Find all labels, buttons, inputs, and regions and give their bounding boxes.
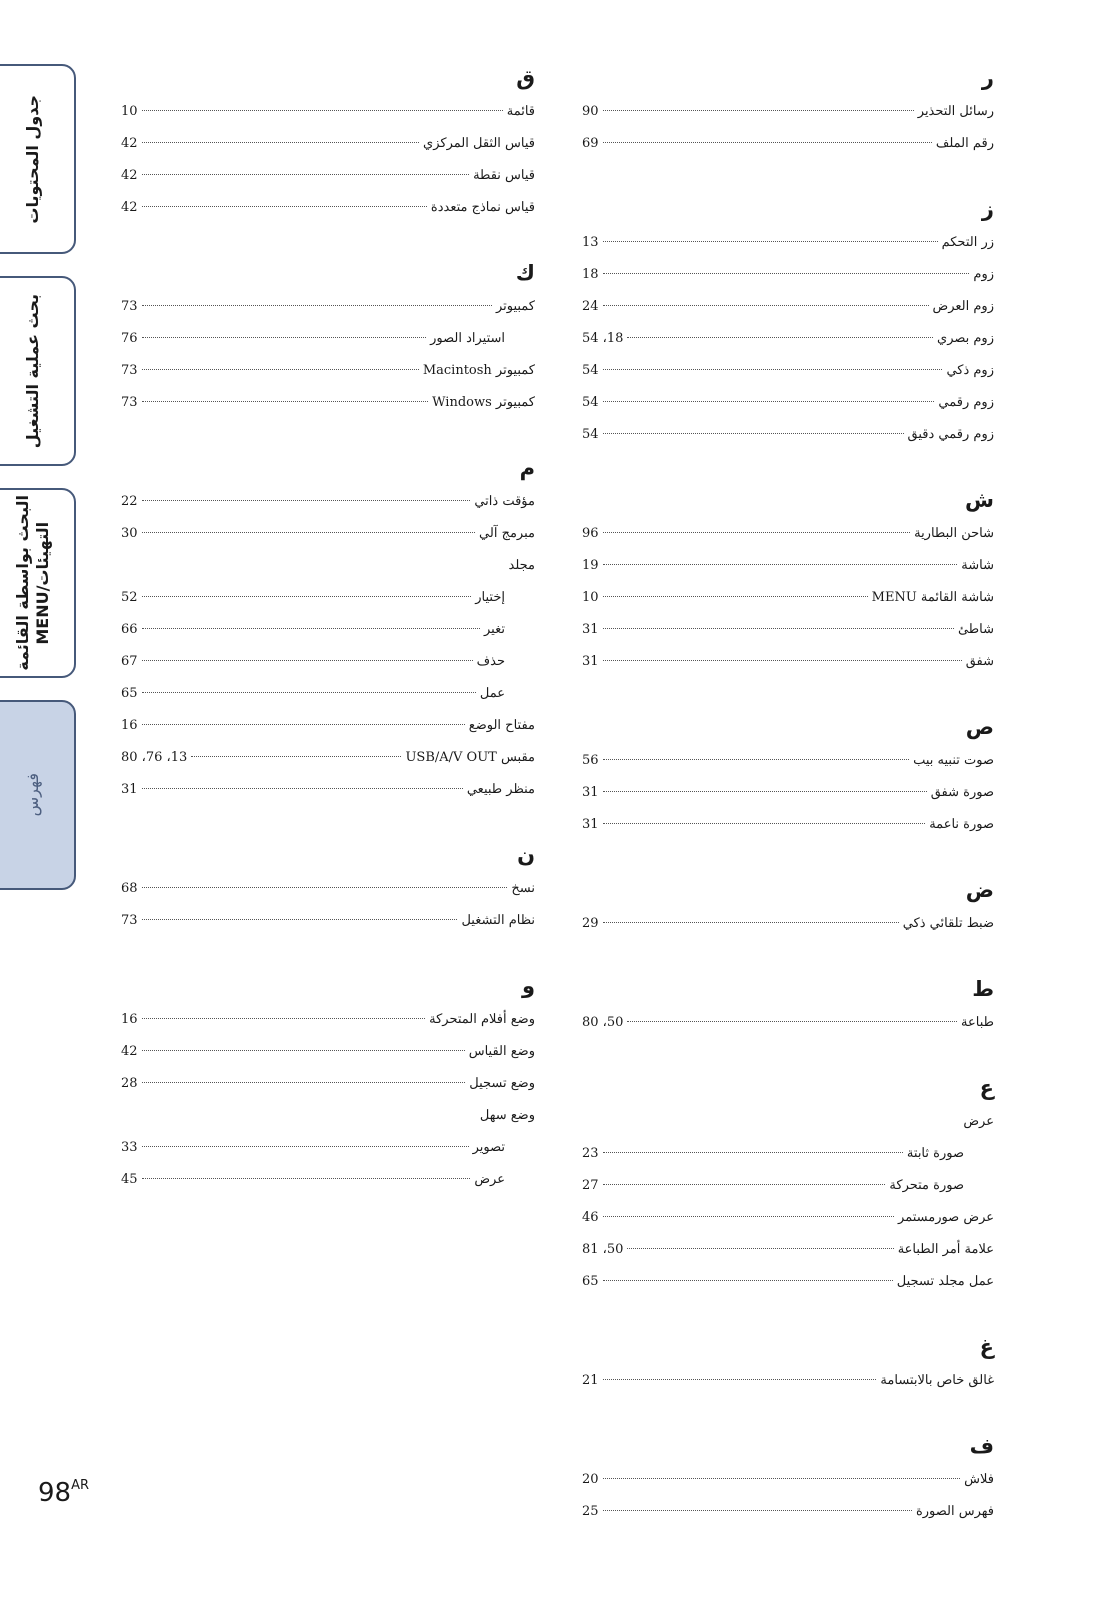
index-entry[interactable]	[582, 777, 994, 809]
index-term: صورة شفق	[930, 785, 994, 800]
index-page-numbers[interactable]: 68	[121, 881, 138, 896]
index-letter-heading: غ	[979, 1335, 994, 1359]
dot-leader	[603, 401, 935, 402]
dot-leader	[603, 369, 943, 370]
index-page-numbers[interactable]: 29	[582, 916, 599, 931]
index-term: شاطئ	[957, 622, 994, 637]
index-term: كمبيوتر	[495, 299, 535, 314]
tab-index[interactable]	[0, 700, 76, 890]
dot-leader	[142, 1146, 469, 1147]
index-term: قياس الثقل المركزي	[423, 136, 535, 151]
dot-leader	[142, 887, 508, 888]
index-page-numbers[interactable]: 31	[582, 654, 599, 669]
index-term: عرض	[963, 1114, 994, 1129]
dot-leader	[627, 337, 933, 338]
index-entry[interactable]	[121, 614, 535, 646]
index-entry[interactable]	[121, 192, 535, 224]
index-page-numbers[interactable]: 16	[121, 718, 138, 733]
index-page-numbers[interactable]: 69	[582, 136, 599, 151]
dot-leader	[142, 692, 476, 693]
index-term: كمبيوتر Windows	[432, 395, 535, 410]
index-term: شاشة القائمة MENU	[871, 590, 994, 605]
index-entry[interactable]	[582, 550, 994, 582]
index-page-numbers[interactable]: 13	[582, 235, 599, 250]
index-page-numbers[interactable]: 18	[582, 267, 599, 282]
dot-leader	[603, 628, 954, 629]
index-term: كمبيوتر Macintosh	[422, 363, 535, 378]
index-letter-heading: ص	[965, 715, 994, 739]
index-letter-heading: ط	[972, 977, 994, 1001]
index-entry[interactable]	[121, 1068, 535, 1100]
index-entry[interactable]	[121, 323, 535, 355]
index-page-numbers[interactable]: 73	[121, 395, 138, 410]
index-entry[interactable]	[121, 1004, 535, 1036]
dot-leader	[627, 1248, 893, 1249]
section-gap	[582, 940, 994, 971]
index-entry[interactable]	[121, 646, 535, 678]
dot-leader	[603, 433, 904, 434]
section-gap	[121, 224, 535, 255]
page-number-suffix: AR	[71, 1478, 90, 1493]
dot-leader	[142, 1178, 471, 1179]
index-term: مفتاح الوضع	[468, 718, 535, 733]
index-letter-heading: و	[521, 974, 535, 998]
dot-leader	[142, 1018, 426, 1019]
index-entry[interactable]	[121, 550, 535, 582]
dot-leader	[142, 919, 458, 920]
index-entry[interactable]	[121, 710, 535, 742]
index-entry[interactable]	[121, 742, 535, 774]
dot-leader	[142, 788, 463, 789]
index-term: مبرمج آلي	[479, 526, 535, 541]
dot-leader	[142, 1050, 465, 1051]
index-page-numbers[interactable]: 56	[582, 753, 599, 768]
dot-leader	[142, 532, 475, 533]
tab-menu-settings-search[interactable]	[0, 488, 76, 678]
index-term: تصوير	[472, 1140, 505, 1155]
index-entry[interactable]	[582, 227, 994, 259]
dot-leader	[142, 660, 473, 661]
index-page-numbers[interactable]: 54	[582, 427, 599, 442]
index-page-numbers[interactable]: 42	[121, 136, 138, 151]
index-page-numbers[interactable]: 73	[121, 363, 138, 378]
index-entry[interactable]	[582, 96, 994, 128]
index-term: شاشة	[961, 558, 994, 573]
index-page-numbers[interactable]: 20	[582, 1472, 599, 1487]
dot-leader	[603, 1478, 961, 1479]
index-entry[interactable]	[121, 387, 535, 419]
dot-leader	[603, 532, 911, 533]
index-entry[interactable]	[121, 128, 535, 160]
index-term: طباعة	[961, 1015, 994, 1030]
index-entry[interactable]	[121, 905, 535, 937]
index-page-numbers[interactable]: 65	[582, 1274, 599, 1289]
dot-leader	[142, 724, 465, 725]
index-page-numbers[interactable]: 52	[121, 590, 138, 605]
index-term: زر التحكم	[941, 235, 994, 250]
index-term: صورة ثابتة	[906, 1146, 964, 1161]
index-entry[interactable]	[582, 1266, 994, 1298]
index-entry[interactable]	[582, 745, 994, 777]
index-entry[interactable]	[582, 1234, 994, 1266]
index-entry[interactable]	[582, 908, 994, 940]
index-term: وضع القياس	[468, 1044, 535, 1059]
page-number-value: 98	[38, 1478, 72, 1508]
index-term: زوم رقمي دقيق	[907, 427, 994, 442]
index-term: قائمة	[506, 104, 535, 119]
index-term: عرض	[474, 1172, 505, 1187]
index-entry[interactable]	[582, 355, 994, 387]
index-entry[interactable]	[582, 809, 994, 841]
dot-leader	[191, 756, 401, 757]
index-letter-heading: ش	[965, 488, 994, 512]
index-term: رقم الملف	[935, 136, 994, 151]
index-term: حذف	[476, 654, 505, 669]
dot-leader	[603, 1184, 886, 1185]
index-entry[interactable]	[121, 1164, 535, 1196]
index-entry[interactable]	[121, 518, 535, 550]
dot-leader	[142, 401, 429, 402]
tab-label: البحث بواسطة القائمة MENU/التهيئات	[13, 495, 52, 671]
index-term: صوت تنبيه بيب	[913, 753, 994, 768]
index-entry[interactable]	[121, 160, 535, 192]
index-term: مؤقت ذاتي	[474, 494, 535, 509]
index-page-numbers[interactable]: 10	[582, 590, 599, 605]
index-page-numbers[interactable]: 42	[121, 200, 138, 215]
index-term: غالق خاص بالابتسامة	[880, 1373, 994, 1388]
dot-leader	[603, 1510, 912, 1511]
index-letter-heading: ن	[517, 843, 535, 867]
index-term: وضع تسجيل	[469, 1076, 535, 1091]
dot-leader	[603, 791, 927, 792]
index-page-numbers[interactable]: 46	[582, 1210, 599, 1225]
index-page-numbers[interactable]: 54	[582, 395, 599, 410]
index-term: شاحن البطارية	[914, 526, 994, 541]
index-term: زوم العرض	[932, 299, 994, 314]
index-term: استيراد الصور	[430, 331, 505, 346]
dot-leader	[603, 1152, 903, 1153]
index-entry[interactable]	[582, 1202, 994, 1234]
index-entry[interactable]	[121, 291, 535, 323]
index-page-numbers[interactable]: 13، 76، 80	[121, 750, 188, 765]
index-term: صورة ناعمة	[929, 817, 994, 832]
index-entry[interactable]	[582, 387, 994, 419]
dot-leader	[142, 369, 419, 370]
index-entry[interactable]	[582, 1464, 994, 1496]
index-page-numbers[interactable]: 16	[121, 1012, 138, 1027]
index-entry[interactable]	[582, 1106, 994, 1138]
index-page-numbers[interactable]: 73	[121, 299, 138, 314]
index-entry[interactable]	[582, 1007, 994, 1039]
index-term: إختيار	[475, 590, 505, 605]
index-entry[interactable]	[121, 1036, 535, 1068]
index-page-numbers[interactable]: 31	[121, 782, 138, 797]
index-term: نسخ	[511, 881, 535, 896]
dot-leader	[627, 1021, 957, 1022]
index-page-numbers[interactable]: 31	[582, 622, 599, 637]
section-gap	[582, 1039, 994, 1070]
dot-leader	[603, 564, 958, 565]
index-term: فلاش	[964, 1472, 994, 1487]
index-page-numbers[interactable]: 10	[121, 104, 138, 119]
tab-operation-search[interactable]	[0, 276, 76, 466]
dot-leader	[142, 174, 470, 175]
dot-leader	[142, 337, 427, 338]
index-term: علامة أمر الطباعة	[897, 1242, 994, 1257]
index-entry[interactable]	[582, 1138, 994, 1170]
index-entry[interactable]	[121, 1132, 535, 1164]
index-page-numbers[interactable]: 66	[121, 622, 138, 637]
dot-leader	[142, 596, 472, 597]
index-entry[interactable]	[121, 774, 535, 806]
index-letter-heading: ر	[981, 66, 994, 90]
index-term: صورة متحركة	[889, 1178, 964, 1193]
index-page-numbers[interactable]: 25	[582, 1504, 599, 1519]
index-page-numbers[interactable]: 31	[582, 817, 599, 832]
index-page-numbers[interactable]: 73	[121, 913, 138, 928]
dot-leader	[142, 1082, 466, 1083]
tab-label: جدول المحتويات	[23, 94, 42, 224]
dot-leader	[142, 142, 420, 143]
dot-leader	[603, 759, 910, 760]
dot-leader	[603, 1216, 894, 1217]
index-page-numbers[interactable]: 67	[121, 654, 138, 669]
page-number	[38, 1478, 89, 1508]
index-term: رسائل التحذير	[917, 104, 994, 119]
index-page-numbers[interactable]: 18، 54	[582, 331, 624, 346]
index-entry[interactable]	[582, 1365, 994, 1397]
tab-label: بحث عملية التشغيل	[23, 293, 42, 449]
index-term: منظر طبيعي	[466, 782, 535, 797]
index-page-numbers[interactable]: 76	[121, 331, 138, 346]
section-gap	[582, 160, 994, 191]
index-entry[interactable]	[582, 614, 994, 646]
index-entry[interactable]	[121, 582, 535, 614]
index-letter-heading: ز	[981, 197, 994, 221]
index-entry[interactable]	[121, 355, 535, 387]
index-page-numbers[interactable]: 50، 81	[582, 1242, 624, 1257]
section-gap	[121, 806, 535, 837]
dot-leader	[603, 110, 914, 111]
index-page-numbers[interactable]: 42	[121, 168, 138, 183]
dot-leader	[603, 596, 868, 597]
dot-leader	[603, 660, 962, 661]
index-term: ضبط تلقائي ذكي	[902, 916, 994, 931]
index-letter-heading: ف	[969, 1434, 994, 1458]
section-gap	[582, 1397, 994, 1428]
index-page-numbers[interactable]: 22	[121, 494, 138, 509]
index-page-numbers[interactable]: 27	[582, 1178, 599, 1193]
index-entry[interactable]	[121, 1100, 535, 1132]
section-gap	[582, 841, 994, 872]
index-letter-heading: م	[519, 456, 535, 480]
section-gap	[582, 1298, 994, 1329]
index-term: شفق	[965, 654, 994, 669]
index-letter-heading: ك	[515, 261, 535, 285]
index-term: زوم بصري	[937, 331, 994, 346]
section-gap	[582, 678, 994, 709]
index-term: عمل مجلد تسجيل	[896, 1274, 994, 1289]
index-entry[interactable]	[582, 128, 994, 160]
index-page-numbers[interactable]: 65	[121, 686, 138, 701]
index-page-numbers[interactable]: 42	[121, 1044, 138, 1059]
dot-leader	[603, 1379, 877, 1380]
dot-leader	[603, 273, 970, 274]
index-entry[interactable]	[121, 678, 535, 710]
section-gap	[121, 937, 535, 968]
index-term: تغير	[484, 622, 505, 637]
index-term: نظام التشغيل	[461, 913, 535, 928]
index-term: وضع سهل	[479, 1108, 535, 1123]
index-term: زوم رقمي	[938, 395, 994, 410]
index-page-numbers[interactable]: 96	[582, 526, 599, 541]
index-entry[interactable]	[121, 873, 535, 905]
index-term: مجلد	[508, 558, 535, 573]
index-entry[interactable]	[582, 419, 994, 451]
index-letter-heading: ق	[516, 66, 535, 90]
index-entry[interactable]	[582, 518, 994, 550]
dot-leader	[603, 241, 938, 242]
index-term: عمل	[479, 686, 505, 701]
dot-leader	[603, 142, 932, 143]
index-letter-heading: ع	[979, 1076, 994, 1100]
index-page-numbers[interactable]: 24	[582, 299, 599, 314]
index-page-numbers[interactable]: 54	[582, 363, 599, 378]
index-entry[interactable]	[582, 1170, 994, 1202]
index-page-numbers[interactable]: 45	[121, 1172, 138, 1187]
dot-leader	[142, 206, 427, 207]
index-page-numbers[interactable]: 90	[582, 104, 599, 119]
index-term: عرض صورمستمر	[898, 1210, 994, 1225]
index-page-numbers[interactable]: 19	[582, 558, 599, 573]
tab-label: فهرس	[23, 773, 42, 817]
index-page-numbers[interactable]: 33	[121, 1140, 138, 1155]
index-entry[interactable]	[582, 582, 994, 614]
index-column-right	[582, 60, 994, 1528]
index-entry[interactable]	[582, 1496, 994, 1528]
index-entry[interactable]	[121, 96, 535, 128]
index-term: وضع أفلام المتحركة	[429, 1012, 535, 1027]
index-term: مقبس USB/A/V OUT	[405, 750, 535, 765]
index-page-numbers[interactable]: 23	[582, 1146, 599, 1161]
index-letter-heading: ض	[965, 878, 994, 902]
index-page-numbers[interactable]: 50، 80	[582, 1015, 624, 1030]
index-entry[interactable]	[582, 646, 994, 678]
index-entry[interactable]	[582, 323, 994, 355]
index-entry[interactable]	[582, 259, 994, 291]
index-term: زوم ذكي	[946, 363, 994, 378]
dot-leader	[142, 628, 480, 629]
dot-leader	[603, 1280, 893, 1281]
dot-leader	[603, 823, 926, 824]
index-entry[interactable]	[121, 486, 535, 518]
index-term: قياس نقطة	[473, 168, 535, 183]
section-gap	[582, 451, 994, 482]
index-column-left	[121, 60, 535, 1196]
dot-leader	[603, 922, 899, 923]
index-page-numbers[interactable]: 30	[121, 526, 138, 541]
index-page-numbers[interactable]: 31	[582, 785, 599, 800]
tab-table-of-contents[interactable]	[0, 64, 76, 254]
index-page-numbers[interactable]: 21	[582, 1373, 599, 1388]
index-term: زوم	[973, 267, 994, 282]
dot-leader	[603, 305, 929, 306]
dot-leader	[142, 305, 492, 306]
section-gap	[121, 419, 535, 450]
index-page-numbers[interactable]: 28	[121, 1076, 138, 1091]
index-term: قياس نماذج متعددة	[430, 200, 535, 215]
index-term: فهرس الصورة	[915, 1504, 994, 1519]
dot-leader	[142, 110, 503, 111]
index-entry[interactable]	[582, 291, 994, 323]
dot-leader	[142, 500, 471, 501]
